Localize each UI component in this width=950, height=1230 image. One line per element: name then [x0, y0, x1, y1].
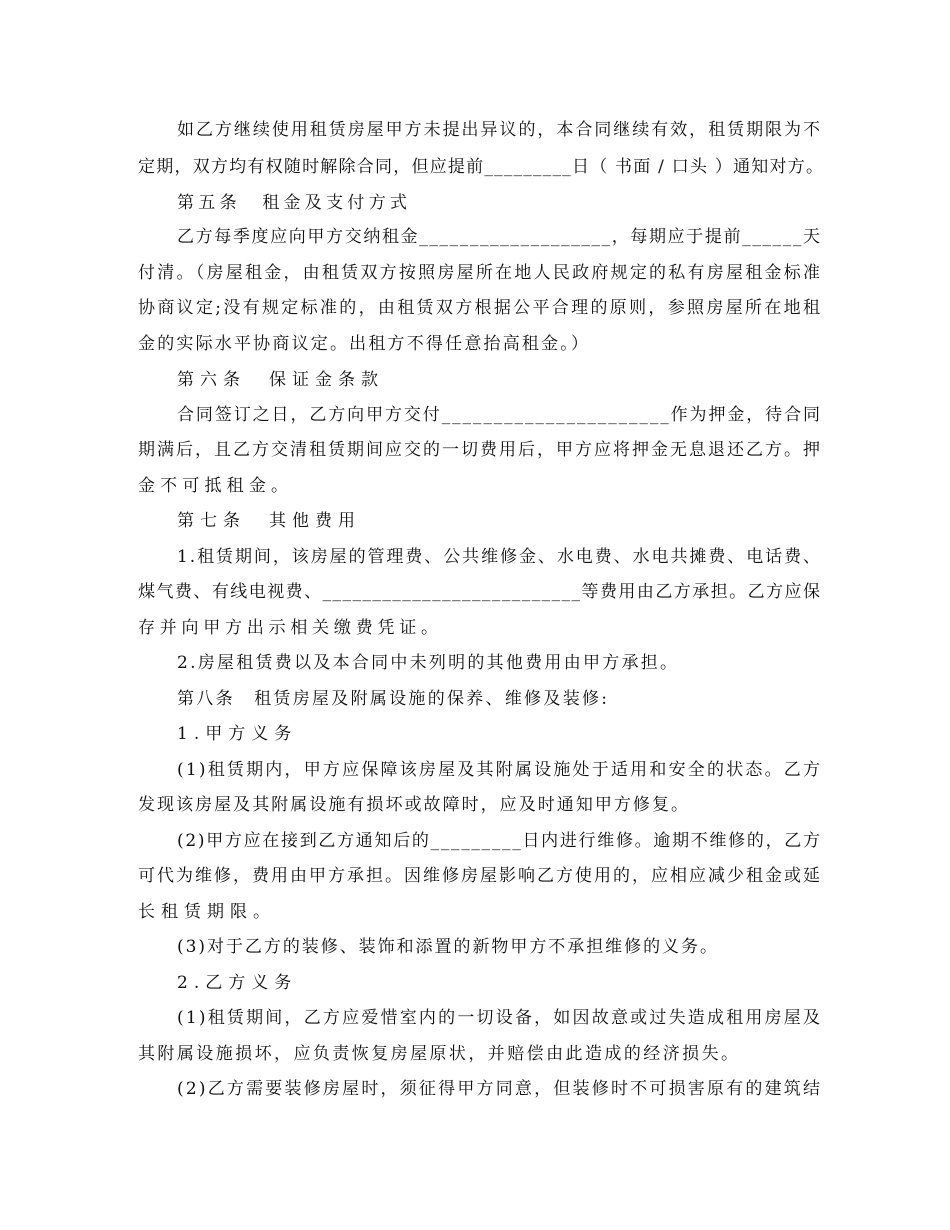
paragraph-line: 乙方每季度应向甲方交纳租金___________________，每期应于提前______天	[177, 227, 822, 247]
paragraph-line: 1.租赁期间，该房屋的管理费、公共维修金、水电费、水电共摊费、电话费、	[177, 547, 822, 567]
paragraph-line: (2)甲方应在接到乙方通知后的_________日内进行维修。逾期不维修的，乙方	[177, 831, 822, 851]
paragraph-line: 合同签订之日，乙方向甲方交付______________________作为押金，待合同	[177, 405, 822, 425]
paragraph-line: 协商议定;没有规定标准的，由租赁双方根据公平合理的原则，参照房屋所在地租	[138, 298, 823, 318]
subsection-heading: 1.甲方义务	[177, 724, 298, 744]
paragraph-line: 金的实际水平协商议定。出租方不得任意抬高租金。）	[138, 334, 591, 354]
section-heading: 第五条 租金及支付方式	[177, 193, 412, 213]
paragraph-line: (3)对于乙方的装修、装饰和添置的新物甲方不承担维修的义务。	[177, 937, 719, 957]
paragraph-line: 长租赁期限。	[138, 902, 276, 922]
paragraph-line: 定期，双方均有权随时解除合同，但应提前_________日（ 书面 / 口头 ）通知对方。	[138, 157, 825, 177]
paragraph-line: 金不可抵租金。	[138, 476, 294, 496]
paragraph-line: 其附属设施损坏，应负责恢复房屋原状，并赔偿由此造成的经济损失。	[138, 1044, 741, 1064]
paragraph-line: 付清。（房屋租金，由租赁双方按照房屋所在地人民政府规定的私有房屋租金标准	[138, 263, 823, 283]
paragraph-line: 2.房屋租赁费以及本合同中未列明的其他费用由甲方承担。	[177, 653, 680, 673]
subsection-heading: 2.乙方义务	[177, 973, 298, 993]
paragraph-line: (1)租赁期内，甲方应保障该房屋及其附属设施处于适用和安全的状态。乙方	[177, 760, 823, 780]
paragraph-line: 煤气费、有线电视费、__________________________等费用由乙方承担。乙方应保	[138, 582, 822, 602]
section-heading: 第七条 其他费用	[177, 511, 361, 531]
section-heading: 第八条 租赁房屋及附属设施的保养、维修及装修:	[177, 689, 610, 709]
section-heading: 第六条 保证金条款	[177, 370, 384, 390]
paragraph-line: (1)租赁期间，乙方应爱惜室内的一切设备，如因故意或过失造成租用房屋及	[177, 1008, 823, 1028]
paragraph-line: (2)乙方需要装修房屋时，须征得甲方同意，但装修时不可损害原有的建筑结	[177, 1079, 823, 1099]
paragraph-line: 如乙方继续使用租赁房屋甲方未提出异议的，本合同继续有效，租赁期限为不	[177, 120, 822, 140]
paragraph-line: 存并向甲方出示相关缴费凭证。	[138, 618, 443, 638]
paragraph-line: 发现该房屋及其附属设施有损坏或故障时，应及时通知甲方修复。	[138, 795, 691, 815]
paragraph-line: 期满后，且乙方交清租赁期间应交的一切费用后，甲方应将押金无息退还乙方。押	[138, 440, 822, 460]
paragraph-line: 可代为维修，费用由甲方承担。因维修房屋影响乙方使用的，应相应减少租金或延	[138, 866, 822, 886]
